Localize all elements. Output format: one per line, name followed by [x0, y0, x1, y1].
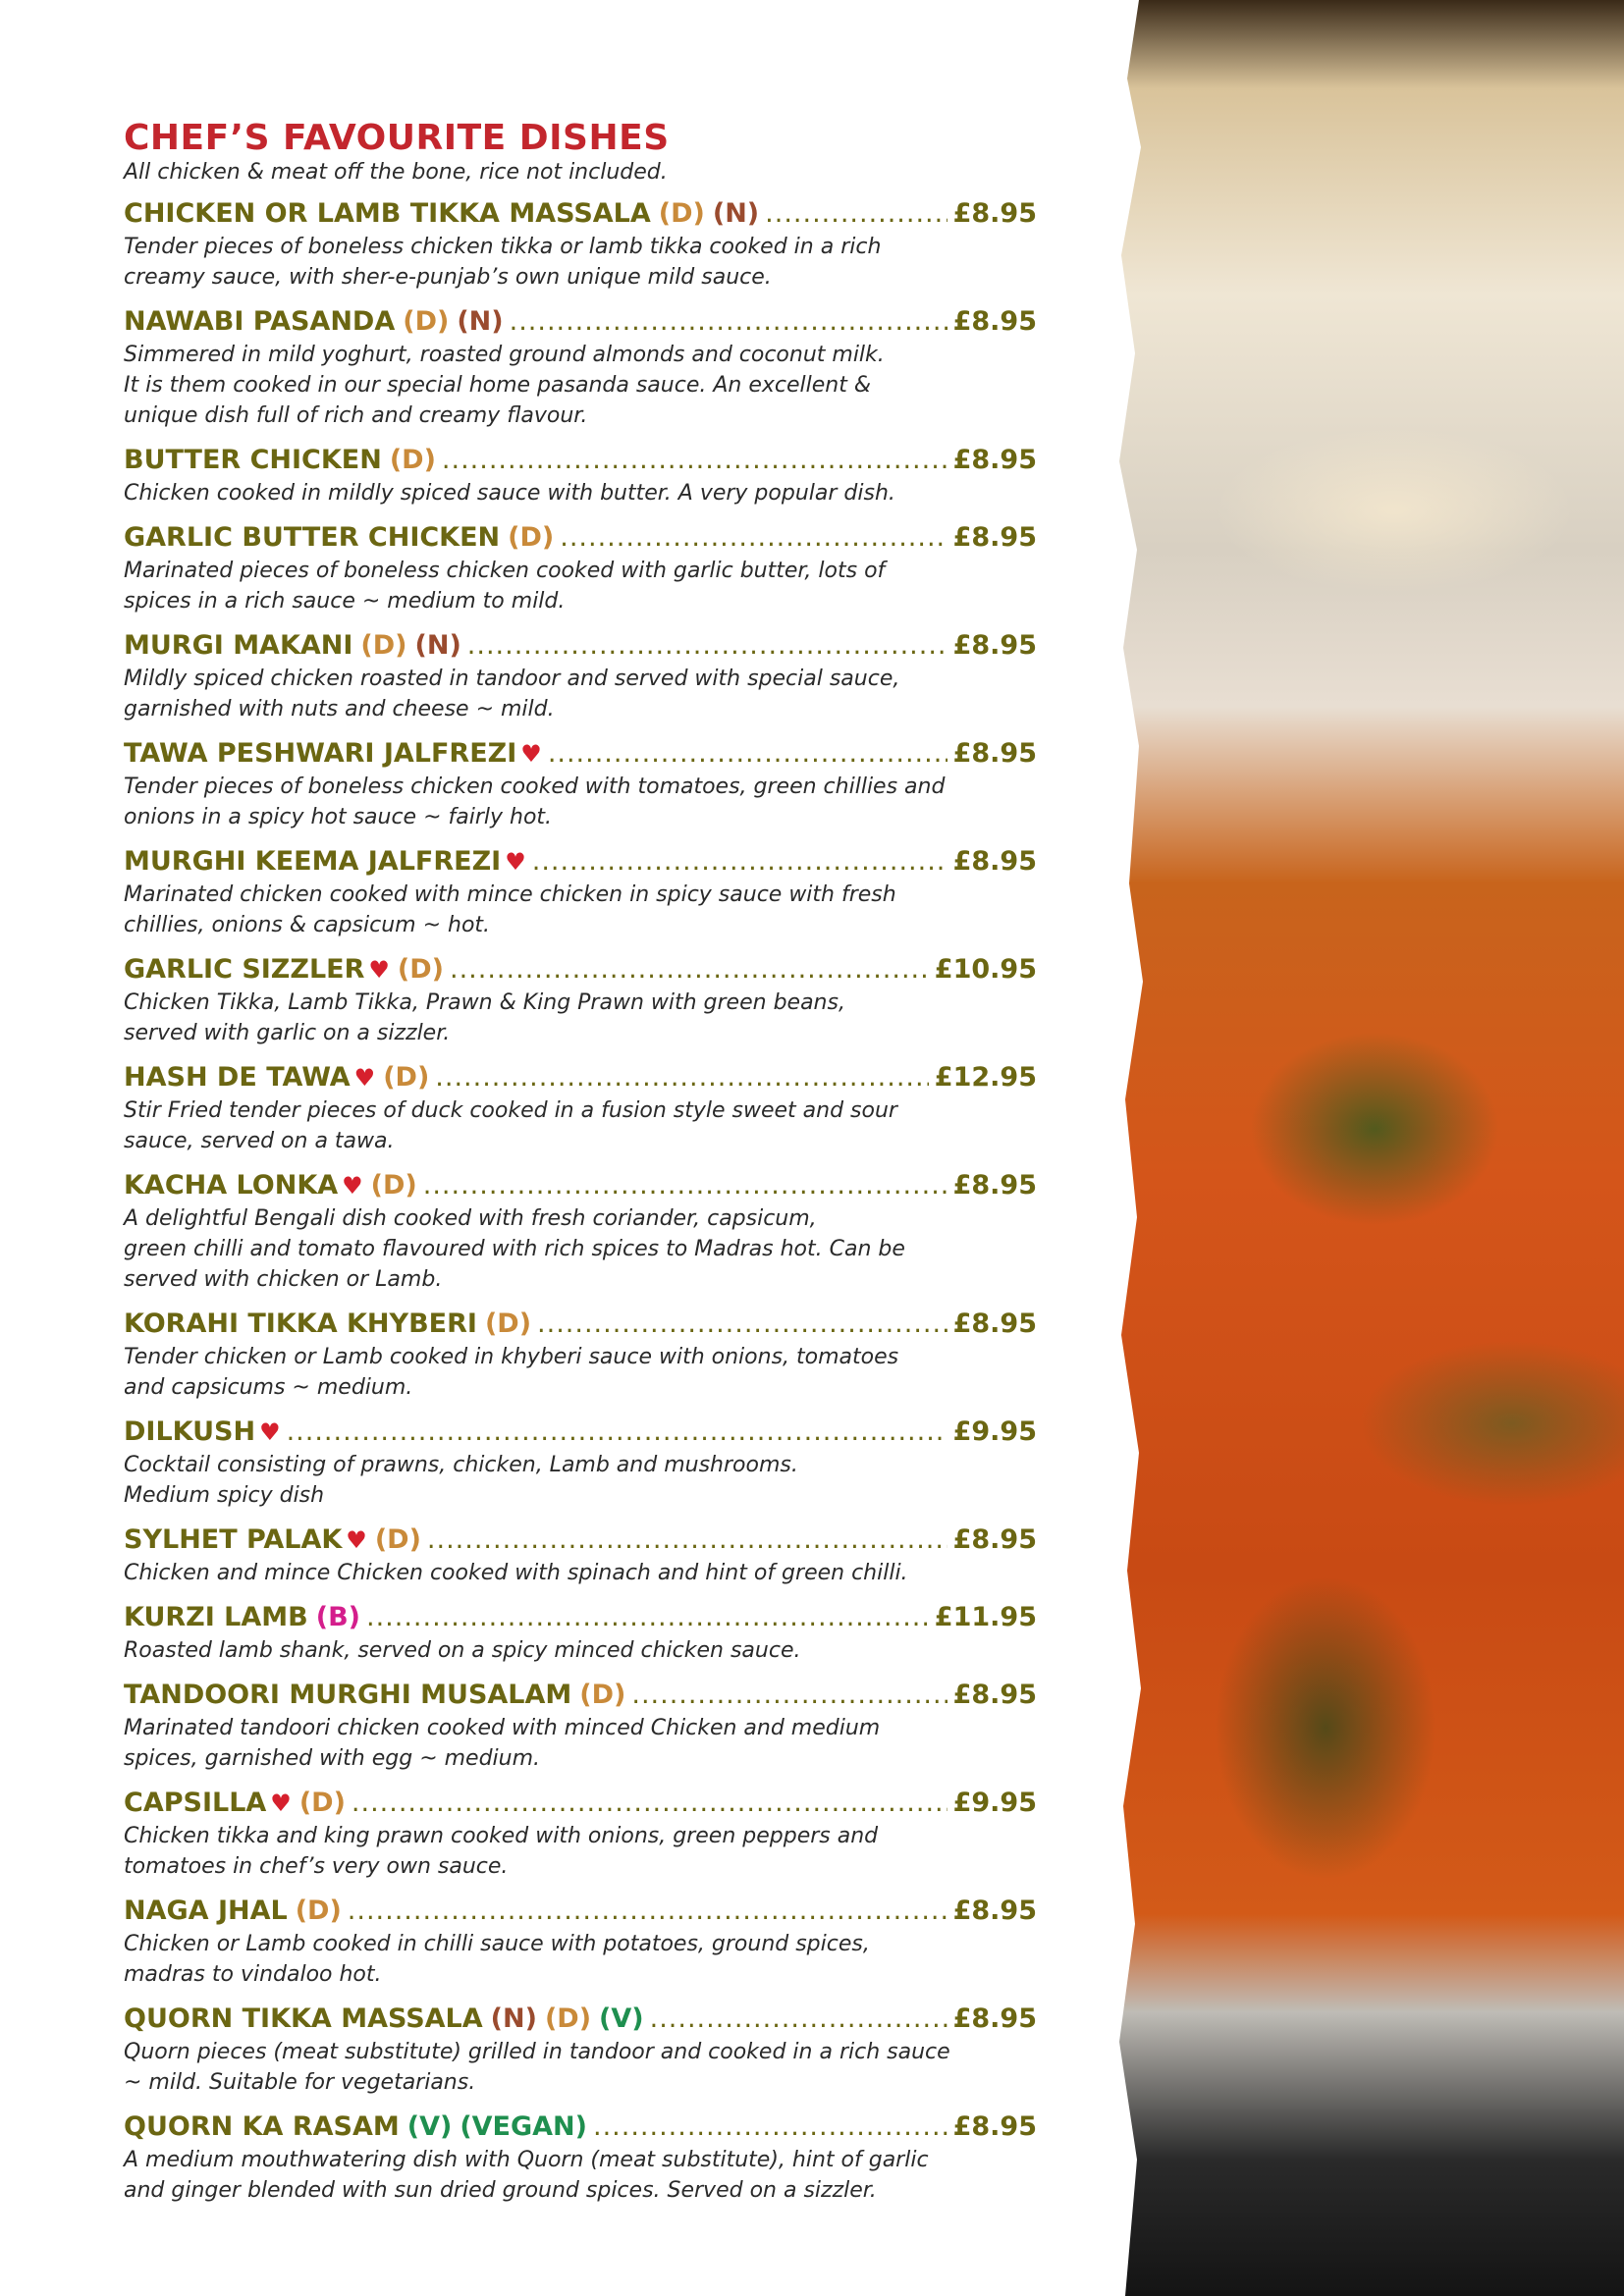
menu-item-header [124, 1307, 1037, 1342]
dietary-tags [288, 1894, 342, 1929]
dish-name: DILKUSH [124, 1416, 256, 1447]
heart-icon: ♥ [346, 1526, 367, 1554]
menu-item [124, 1786, 1037, 1882]
menu-item [124, 304, 1037, 431]
heart-icon: ♥ [353, 1064, 376, 1092]
dish-name: KORAHI TIKKA KHYBERI [124, 1308, 477, 1339]
dietary-tag: (D) [389, 445, 436, 475]
dish-description: Chicken Tikka, Lamb Tikka, Prawn & King Prawn with green beans, served with garlic on a sizzler. [124, 990, 845, 1045]
dot-leader [366, 1600, 929, 1635]
dot-leader [560, 520, 947, 556]
dish-price: £8.95 [952, 1524, 1037, 1555]
menu-item-header [124, 952, 1037, 988]
dietary-tags [500, 520, 554, 556]
dish-description: Cocktail consisting of prawns, chicken, Lamb and mushrooms. Medium spicy dish [124, 1453, 798, 1508]
menu-item-header [124, 1600, 1037, 1635]
dietary-tag: (D) [508, 522, 555, 553]
dish-name: QUORN KA RASAM [124, 2111, 400, 2142]
dish-price: £11.95 [934, 1602, 1037, 1632]
menu-item [124, 844, 1037, 940]
dish-name: NAGA JHAL [124, 1896, 288, 1926]
menu-item-header [124, 1522, 1037, 1558]
dietary-tag: (N) [712, 198, 760, 229]
dish-description: Tender chicken or Lamb cooked in khyberi sauce with onions, tomatoes and capsicums ~ medium. [124, 1345, 899, 1400]
menu-item [124, 1600, 1037, 1666]
dot-leader [442, 443, 947, 478]
dietary-tags [363, 1168, 417, 1203]
dot-leader [450, 952, 929, 988]
dietary-tags [382, 443, 436, 478]
dish-list [124, 196, 1037, 2206]
dot-leader [548, 736, 947, 772]
dish-description: A medium mouthwatering dish with Quorn (meat substitute), hint of garlic and ginger blended with sun dried ground spices. Served on a sizzler. [124, 2148, 929, 2203]
dish-price: £8.95 [952, 445, 1037, 475]
heart-icon: ♥ [368, 956, 390, 984]
torn-paper-edge [1080, 0, 1159, 2296]
dot-leader [510, 304, 947, 340]
menu-item-header [124, 1894, 1037, 1929]
menu-item-header [124, 1786, 1037, 1821]
dish-description: Tender pieces of boneless chicken tikka or lamb tikka cooked in a rich creamy sauce, with sher-e-punjab’s own unique mild sauce. [124, 235, 882, 290]
menu-item [124, 443, 1037, 508]
dish-description: Chicken cooked in mildly spiced sauce with butter. A very popular dish. [124, 481, 895, 506]
dot-leader [650, 2002, 947, 2037]
dietary-tag: (D) [579, 1680, 626, 1710]
menu-item [124, 1168, 1037, 1295]
menu-item-header [124, 1168, 1037, 1203]
dish-description: Marinated pieces of boneless chicken cooked with garlic butter, lots of spices in a rich sauce ~ medium to mild. [124, 559, 886, 614]
section-title: CHEF’S FAVOURITE DISHES [124, 118, 670, 158]
dish-name: TAWA PESHWARI JALFREZI [124, 738, 517, 769]
menu-item-header [124, 2109, 1037, 2145]
dish-price: £12.95 [934, 1062, 1037, 1093]
dish-name: NAWABI PASANDA [124, 306, 396, 337]
dish-price: £10.95 [934, 954, 1037, 985]
dish-name: GARLIC BUTTER CHICKEN [124, 522, 501, 553]
dot-leader [631, 1678, 947, 1713]
dot-leader [423, 1168, 947, 1203]
dietary-tag: (VEGAN) [460, 2111, 587, 2142]
section-subtitle: All chicken & meat off the bone, rice not included. [124, 160, 668, 185]
dish-price: £8.95 [952, 2111, 1037, 2142]
dish-price: £9.95 [952, 1788, 1037, 1818]
dietary-tags [308, 1600, 360, 1635]
dish-description: A delightful Bengali dish cooked with fresh coriander, capsicum, green chilli and tomato flavoured with rich spices to Madras hot. Can be served with chicken or Lamb. [124, 1206, 905, 1292]
dish-description: Mildly spiced chicken roasted in tandoor and served with special sauce, garnished with nuts and cheese ~ mild. [124, 667, 900, 721]
dietary-tag: (D) [298, 1788, 346, 1818]
menu-item [124, 1307, 1037, 1403]
dietary-tag: (D) [484, 1308, 532, 1339]
menu-item [124, 1415, 1037, 1511]
dot-leader [467, 628, 947, 664]
dish-name: GARLIC SIZZLER [124, 954, 365, 985]
dish-name: QUORN TIKKA MASSALA [124, 2003, 483, 2034]
dish-price: £8.95 [952, 630, 1037, 661]
menu-item-header [124, 1060, 1037, 1095]
menu-item-header [124, 520, 1037, 556]
menu-item [124, 1678, 1037, 1774]
dietary-tags [651, 196, 759, 232]
dietary-tag: (N) [490, 2003, 537, 2034]
menu-item-header [124, 2002, 1037, 2037]
dish-description: Chicken tikka and king prawn cooked with onions, green peppers and tomatoes in chef’s very own sauce. [124, 1824, 879, 1879]
dot-leader [287, 1415, 947, 1450]
dish-name: MURGHI KEEMA JALFREZI [124, 846, 502, 877]
dot-leader [532, 844, 947, 880]
dietary-tags [477, 1307, 531, 1342]
dish-name: CHICKEN OR LAMB TIKKA MASSALA [124, 198, 651, 229]
dish-name: CAPSILLA [124, 1788, 267, 1818]
dot-leader [352, 1786, 947, 1821]
dietary-tag: (D) [383, 1062, 430, 1093]
dish-price: £8.95 [952, 198, 1037, 229]
dish-name: MURGI MAKANI [124, 630, 353, 661]
menu-item [124, 520, 1037, 616]
dish-name: SYLHET PALAK [124, 1524, 343, 1555]
dish-price: £8.95 [952, 1308, 1037, 1339]
heart-icon: ♥ [505, 848, 526, 876]
menu-item [124, 2002, 1037, 2098]
dish-name: TANDOORI MURGHI MUSALAM [124, 1680, 572, 1710]
dietary-tag: (V) [599, 2003, 644, 2034]
dish-price: £9.95 [952, 1416, 1037, 1447]
dish-price: £8.95 [952, 1896, 1037, 1926]
dish-description: Marinated tandoori chicken cooked with minced Chicken and medium spices, garnished with egg ~ medium. [124, 1716, 881, 1771]
dot-leader [348, 1894, 947, 1929]
dish-price: £8.95 [952, 1680, 1037, 1710]
menu-item [124, 1060, 1037, 1156]
dish-description: Stir Fried tender pieces of duck cooked in a fusion style sweet and sour sauce, served on a tawa. [124, 1098, 897, 1153]
dietary-tag: (V) [406, 2111, 453, 2142]
dish-price: £8.95 [952, 2003, 1037, 2034]
dish-name: KACHA LONKA [124, 1170, 339, 1201]
dietary-tag: (D) [370, 1170, 417, 1201]
dietary-tag: (B) [315, 1602, 360, 1632]
dietary-tag: (D) [397, 954, 445, 985]
menu-section [124, 118, 1037, 2217]
dot-leader [537, 1307, 947, 1342]
dietary-tag: (D) [658, 198, 705, 229]
dish-description: Marinated chicken cooked with mince chicken in spicy sauce with fresh chillies, onions & capsicum ~ hot. [124, 882, 896, 937]
dietary-tags [367, 1522, 421, 1558]
dietary-tag: (D) [374, 1524, 421, 1555]
dish-description: Simmered in mild yoghurt, roasted ground almonds and coconut milk. It is them cooked in our special home pasanda sauce. An excellent & unique dish full of rich and creamy flavour. [124, 343, 885, 428]
dish-price: £8.95 [952, 738, 1037, 769]
dietary-tags [390, 952, 444, 988]
menu-item-header [124, 736, 1037, 772]
dietary-tag: (N) [457, 306, 504, 337]
heart-icon: ♥ [259, 1418, 281, 1446]
menu-item [124, 1894, 1037, 1990]
dish-description: Chicken or Lamb cooked in chilli sauce with potatoes, ground spices, madras to vindaloo hot. [124, 1932, 870, 1987]
heart-icon: ♥ [342, 1172, 363, 1200]
menu-item-header [124, 196, 1037, 232]
dish-description: Roasted lamb shank, served on a spicy minced chicken sauce. [124, 1638, 801, 1663]
menu-item-header [124, 628, 1037, 664]
dot-leader [593, 2109, 947, 2145]
dish-description: Chicken and mince Chicken cooked with spinach and hint of green chilli. [124, 1561, 908, 1585]
food-photo [1100, 0, 1624, 2296]
menu-item-header [124, 304, 1037, 340]
menu-item-header [124, 1678, 1037, 1713]
menu-item-header [124, 844, 1037, 880]
dietary-tags [400, 2109, 587, 2145]
menu-item [124, 628, 1037, 724]
dietary-tags [292, 1786, 346, 1821]
dietary-tag: (D) [360, 630, 407, 661]
menu-item [124, 2109, 1037, 2206]
dietary-tags [483, 2002, 644, 2037]
menu-item-header [124, 443, 1037, 478]
menu-item [124, 1522, 1037, 1588]
dish-price: £8.95 [952, 846, 1037, 877]
dish-price: £8.95 [952, 306, 1037, 337]
dish-name: BUTTER CHICKEN [124, 445, 382, 475]
menu-item-header [124, 1415, 1037, 1450]
dietary-tag: (N) [414, 630, 461, 661]
dietary-tag: (D) [295, 1896, 342, 1926]
dish-name: KURZI LAMB [124, 1602, 308, 1632]
dish-price: £8.95 [952, 1170, 1037, 1201]
heart-icon: ♥ [270, 1789, 292, 1817]
dietary-tags [352, 628, 460, 664]
dot-leader [765, 196, 947, 232]
dish-description: Quorn pieces (meat substitute) grilled in tandoor and cooked in a rich sauce ~ mild. Suitable for vegetarians. [124, 2040, 950, 2095]
dietary-tag: (D) [403, 306, 450, 337]
menu-item [124, 952, 1037, 1048]
dot-leader [435, 1060, 929, 1095]
dietary-tags [571, 1678, 625, 1713]
dietary-tags [395, 304, 503, 340]
dot-leader [427, 1522, 947, 1558]
dish-description: Tender pieces of boneless chicken cooked with tomatoes, green chillies and onions in a spicy hot sauce ~ fairly hot. [124, 774, 946, 829]
heart-icon: ♥ [520, 740, 542, 768]
dish-price: £8.95 [952, 522, 1037, 553]
dietary-tags [375, 1060, 429, 1095]
menu-item [124, 736, 1037, 832]
dietary-tag: (D) [544, 2003, 592, 2034]
dish-name: HASH DE TAWA [124, 1062, 351, 1093]
menu-item [124, 196, 1037, 293]
